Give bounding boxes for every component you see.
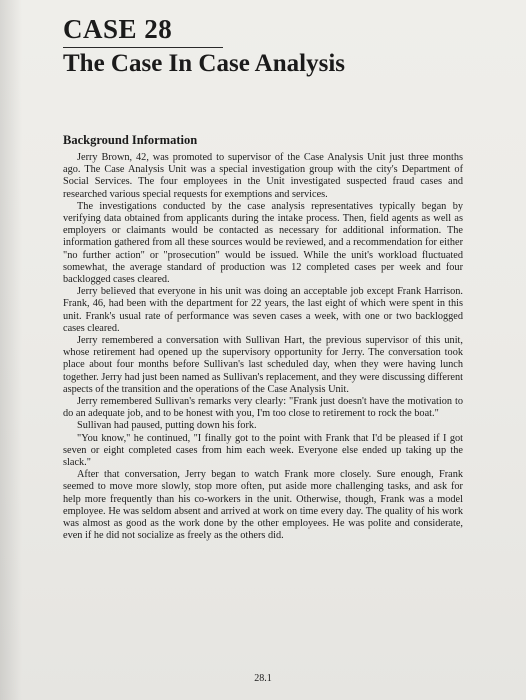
page-number: 28.1 bbox=[254, 673, 272, 684]
case-number: CASE 28 bbox=[63, 14, 173, 44]
page-edge-shadow bbox=[0, 0, 22, 700]
title-rule bbox=[63, 47, 223, 48]
paragraph: Sullivan had paused, putting down his fork. bbox=[77, 420, 257, 432]
paragraph: Jerry remembered a conversation with Sullivan Hart, the previous supervisor of this unit, whose retirement had opened up the supervisory opportunity for Jerry. The conversation took place about four months before Sullivan's last scheduled day, when they were having lunch together. Jerry had just been named as Sullivan's replacement, and they were discussing different aspects of the transition and the operations of the Case Analysis Unit. bbox=[63, 335, 463, 395]
section-heading: Background Information bbox=[63, 133, 198, 147]
paragraph: After that conversation, Jerry began to watch Frank more closely. Sure enough, Frank seemed to move more slowly, stop more often, put aside more challenging tasks, and ask for help more frequently than his co-workers in the unit. Otherwise, though, Frank was a model employee. He was seldom absent and arrived at work on time every day. The quality of his work was almost as good as the work done by the other employees. He was polite and considerate, even if he did not socialize as freely as the others did. bbox=[63, 469, 463, 542]
body-text bbox=[63, 152, 463, 543]
paragraph: Jerry remembered Sullivan's remarks very clearly: "Frank just doesn't have the motivation to do an adequate job, and to be honest with you, I'm too close to retirement to rock the boat." bbox=[63, 396, 463, 420]
paragraph: Jerry believed that everyone in his unit was doing an acceptable job except Frank Harrison. Frank, 46, had been with the department for 22 years, the last eight of which were spent in this unit. Frank's usual rate of performance was seven cases a week, with one or two backlogged cases cleared. bbox=[63, 286, 463, 334]
paragraph: "You know," he continued, "I finally got to the point with Frank that I'd be pleased if I got seven or eight completed cases from him each week. Everyone else ended up taking up the slack." bbox=[63, 432, 463, 469]
paragraph: The investigations conducted by the case analysis representatives typically began by verifying data obtained from applicants during the intake process. Then, field agents as well as employers or claimants would be contacted as necessary for additional information. The information gathered from all these sources would be reviewed, and a recommendation for either "no further action" or "prosecution" would be issued. While the unit's workload fluctuated somewhat, the average standard of production was 12 completed cases per week and four backlogged cases cleared. bbox=[63, 200, 463, 286]
paragraph: Jerry Brown, 42, was promoted to supervisor of the Case Analysis Unit just three months ago. The Case Analysis Unit was a special investigation group with the city's Department of Social Services. The four employees in the Unit investigated suspected fraud cases and researched various special requests for exemptions and services. bbox=[63, 152, 463, 200]
case-title: The Case In Case Analysis bbox=[63, 50, 345, 77]
